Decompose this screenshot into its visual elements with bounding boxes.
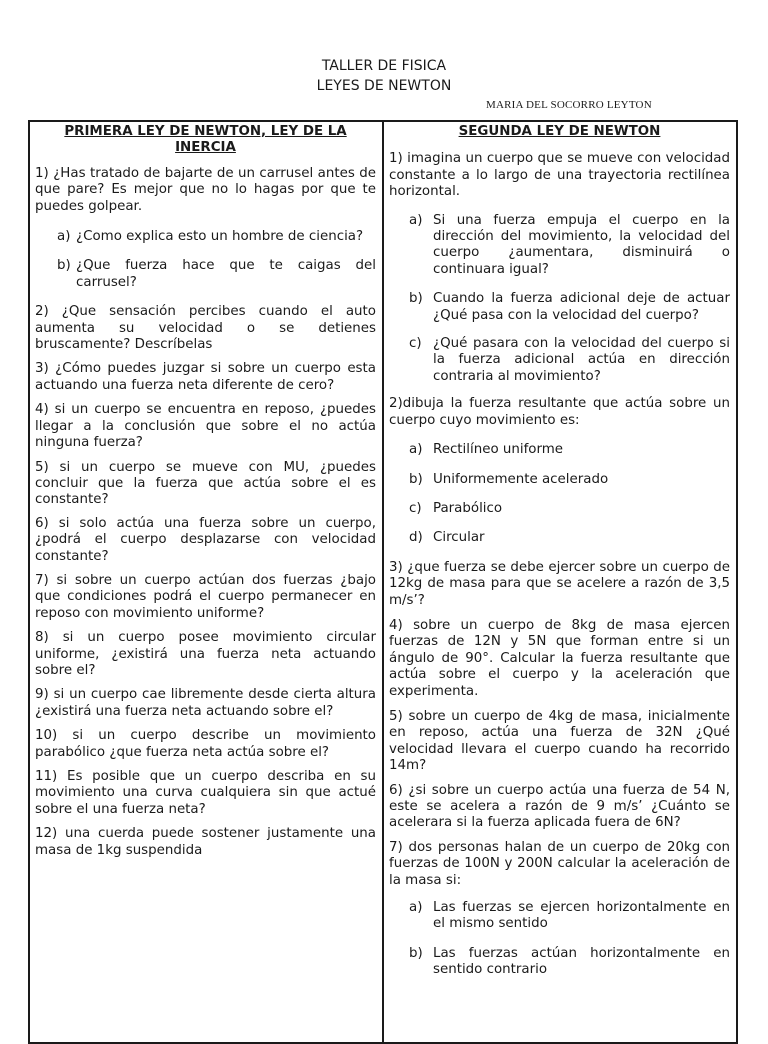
second-law-column [384,122,736,1042]
document-header [0,56,768,96]
document-title: TALLER DE FISICA [321,58,447,74]
first-law-column [30,122,384,1042]
item-label: b) [409,291,423,307]
question-4: 4) si un cuerpo se encuentra en reposo, ¿puedes llegar a la conclusión que sobre el no actúa ninguna fuerza? [35,402,376,451]
item-text: Rectilíneo uniforme [433,442,564,458]
item-text: ¿Como explica esto un hombre de ciencia? [76,229,364,245]
question-1b [57,258,376,291]
second-law-title: SEGUNDA LEY DE NEWTON [458,124,661,139]
questions-table [28,120,738,1044]
question-4: 4) sobre un cuerpo de 8kg de masa ejercen fuerzas de 12N y 5N que forman entre si un ángulo de 90°. Calcular la fuerza resultante que actúa sobre el cuerpo y la aceleración que experimenta. [389,617,730,699]
question-5: 5) si un cuerpo se mueve con MU, ¿puedes concluir que la fuerza que actúa sobre el es constante? [35,459,376,508]
question-3: 3) ¿Cómo puedes juzgar si sobre un cuerpo esta actuando una fuerza neta diferente de cero? [35,361,376,393]
item-label: b) [409,945,423,961]
question-2: 2) ¿Que sensación percibes cuando el auto aumenta su velocidad o se detienes bruscamente? Descríbelas [35,304,376,353]
question-1b [409,291,730,324]
item-text: ¿Que fuerza hace que te caigas del carrusel? [76,258,376,290]
question-1c [409,336,730,385]
item-text: ¿Qué pasara con la velocidad del cuerpo si la fuerza adicional actúa en dirección contraria al movimiento? [433,336,730,384]
item-label: b) [409,471,423,487]
question-2b [409,472,730,488]
question-7: 7) si sobre un cuerpo actúan dos fuerzas ¿bajo que condiciones podrá el cuerpo permanecer en reposo con movimiento uniforme? [35,572,376,621]
question-5: 5) sobre un cuerpo de 4kg de masa, inicialmente en reposo, actúa una fuerza de 32N ¿Qué velocidad llevara el cuerpo cuando ha recorrido 14m? [389,708,730,774]
question-7: 7) dos personas halan de un cuerpo de 20kg con fuerzas de 100N y 200N calcular la aceleración de la masa si: [389,839,730,888]
question-1: 1) ¿Has tratado de bajarte de un carrusel antes de que pare? Es mejor que no lo hagas por que te puedes golpear. [35,165,376,214]
question-8: 8) si un cuerpo posee movimiento circular uniforme, ¿existirá una fuerza neta actuando sobre el? [35,630,376,678]
item-label: a) [409,212,423,228]
question-1a [409,213,730,279]
item-label: d) [409,530,423,546]
document-subtitle: LEYES DE NEWTON [316,78,452,94]
question-12: 12) una cuerda puede sostener justamente una masa de 1kg suspendida [35,826,376,858]
question-2d [409,530,730,546]
question-1a [57,229,376,245]
item-text: Si una fuerza empuja el cuerpo en la dirección del movimiento, la velocidad del cuerpo ¿aumentara, disminuirá o continuara igual? [433,212,730,277]
item-text: Parabólico [433,500,503,516]
question-6: 6) ¿si sobre un cuerpo actúa una fuerza de 54 N, este se acelera a razón de 9 m/s’ ¿Cuánto se acelerara si la fuerza aplicada fuera de 6N? [389,782,730,831]
item-label: c) [409,500,422,516]
question-11: 11) Es posible que un cuerpo describa en su movimiento una curva cualquiera sin que actué sobre el una fuerza neta? [35,769,376,817]
question-6: 6) si solo actúa una fuerza sobre un cuerpo, ¿podrá el cuerpo desplazarse con velocidad constante? [35,515,376,564]
author-name: MARIA DEL SOCORRO LEYTON [486,99,652,111]
item-text: Cuando la fuerza adicional deje de actuar ¿Qué pasa con la velocidad del cuerpo? [433,291,730,323]
question-7a [409,900,730,933]
question-3: 3) ¿que fuerza se debe ejercer sobre un cuerpo de 12kg de masa para que se acelere a razón de 3,5 m/s’? [389,559,730,608]
question-9: 9) si un cuerpo cae libremente desde cierta altura ¿existirá una fuerza neta actuando sobre el? [35,687,376,719]
question-2: 2)dibuja la fuerza resultante que actúa sobre un cuerpo cuyo movimiento es: [389,396,730,428]
question-10: 10) si un cuerpo describe un movimiento parabólico ¿que fuerza neta actúa sobre el? [35,728,376,760]
item-text: Uniformemente acelerado [433,471,609,487]
question-2a [409,442,730,458]
first-law-title: PRIMERA LEY DE NEWTON, LEY DE LA INERCIA [64,124,347,156]
item-text: Las fuerzas actúan horizontalmente en sentido contrario [433,945,730,978]
item-text: Las fuerzas se ejercen horizontalmente en el mismo sentido [433,900,730,932]
question-1: 1) imagina un cuerpo que se mueve con velocidad constante a lo largo de una trayectoria rectilínea horizontal. [389,151,730,200]
item-text: Circular [433,530,485,546]
item-label: c) [409,336,422,352]
question-2c [409,501,730,517]
item-label: a) [409,442,423,458]
item-label: b) [57,258,71,274]
item-label: a) [57,229,71,245]
question-7b [409,946,730,979]
item-label: a) [409,900,423,916]
